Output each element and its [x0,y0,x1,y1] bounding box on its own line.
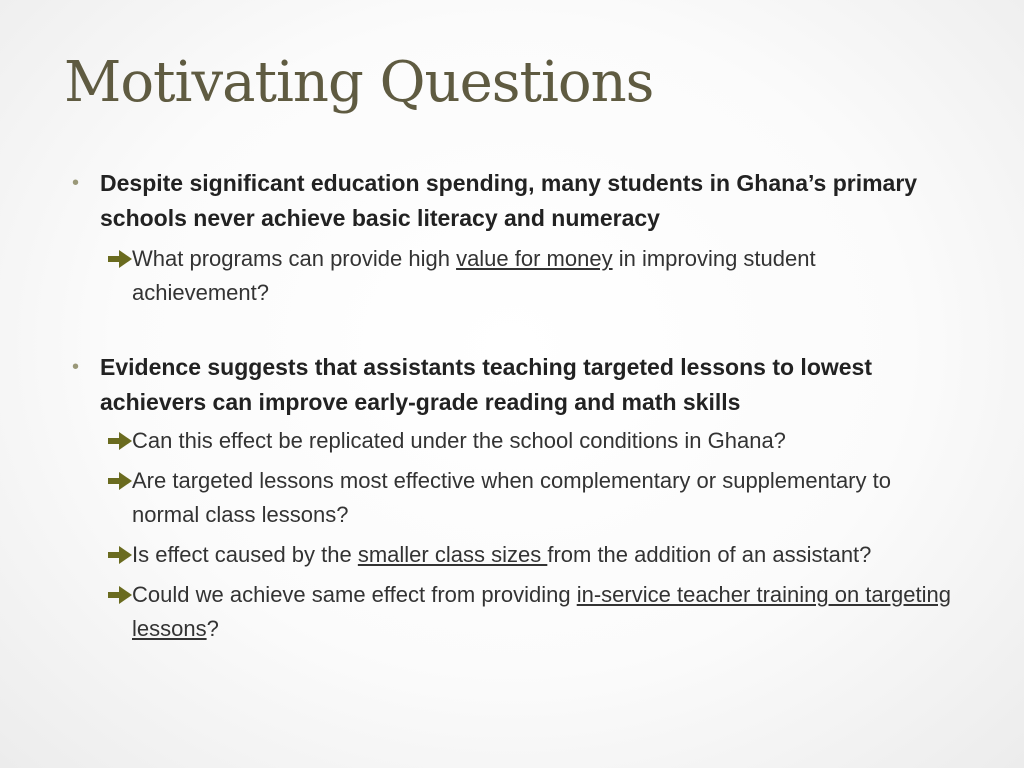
bullet-dot-icon: • [72,172,80,194]
sub-bullet-item [72,242,952,310]
arrow-right-icon [108,546,132,564]
bullet-text: Evidence suggests that assistants teaching targeted lessons to lowest achievers can improve early-grade reading and math skills [100,354,873,415]
bullet-item [72,166,952,236]
sub-text-pre: Can this effect be replicated under the school conditions in Ghana? [132,428,786,453]
bullet-text: Despite significant education spending, many students in Ghana’s primary schools never achieve basic literacy and numeracy [100,170,918,231]
underlined-phrase: value for money [456,246,613,271]
arrow-right-icon [108,586,132,604]
arrow-right-icon [108,250,132,268]
arrow-right-icon [108,472,132,490]
bullet-item [72,350,952,420]
bullet-dot-icon: • [72,356,80,378]
slide-title: Motivating Questions [64,50,654,115]
sub-text-post: in improving student achievement? [132,246,816,305]
sub-text-pre: Is effect caused by the [132,542,358,567]
underlined-phrase: smaller class sizes [357,542,548,567]
arrow-right-icon [108,432,132,450]
sub-bullet-item [72,424,952,458]
sub-text-pre: Could we achieve same effect from providing [132,582,577,607]
sub-bullet-item [72,538,952,572]
sub-text-post: ? [206,616,219,641]
sub-text-pre: Are targeted lessons most effective when complementary or supplementary to normal class lessons? [132,468,891,527]
sub-text-pre: What programs can provide high [132,246,457,271]
slide-content [72,166,952,646]
sub-bullet-item [72,464,952,532]
underlined-phrase: in-service teacher training on targeting lessons [132,582,951,641]
sub-text-post: from the addition of an assistant? [547,542,872,567]
sub-bullet-item [72,578,952,646]
